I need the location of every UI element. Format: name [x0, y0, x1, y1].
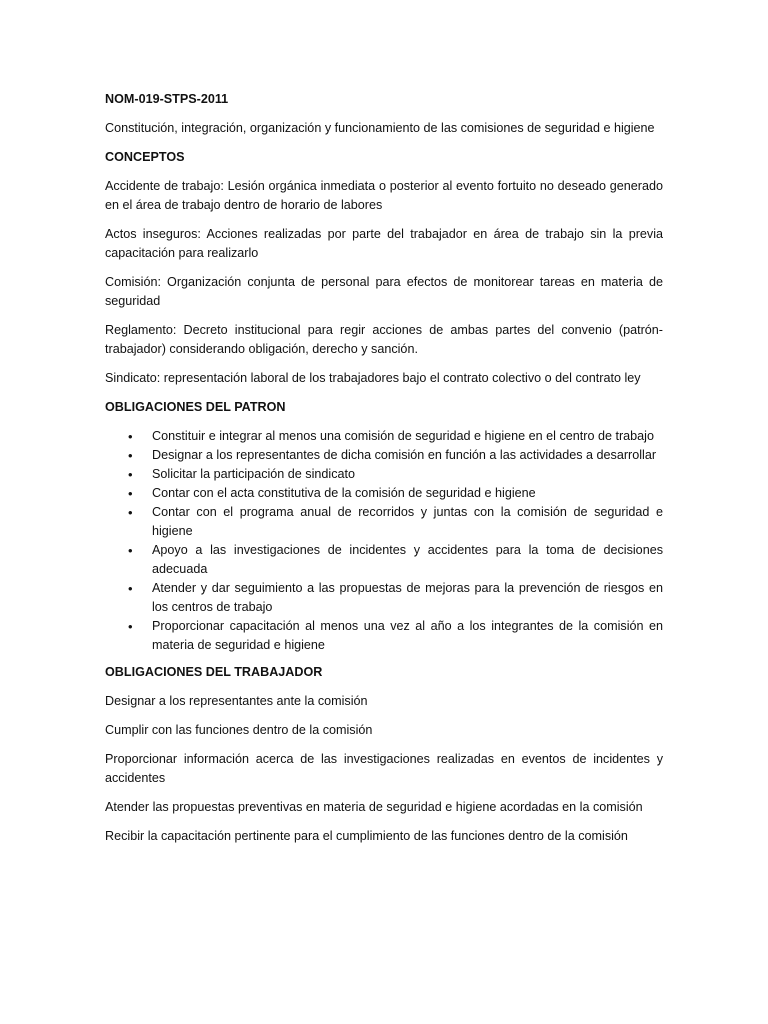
list-item-text: Atender y dar seguimiento a las propuestas de mejoras para la prevención de riesgos en los centros de trabajo: [152, 581, 663, 614]
worker-obligation: Designar a los representantes ante la comisión: [105, 694, 368, 708]
list-item-text: Contar con el programa anual de recorridos y juntas con la comisión de seguridad e higiene: [152, 505, 663, 538]
section-heading-obligaciones-patron: OBLIGACIONES DEL PATRON: [105, 400, 286, 414]
concept-actos-inseguros: Actos inseguros: Acciones realizadas por parte del trabajador en área de trabajo sin la previa capacitación para realizarlo: [105, 227, 663, 260]
section-heading-obligaciones-trabajador: OBLIGACIONES DEL TRABAJADOR: [105, 665, 323, 679]
document-code: NOM-019-STPS-2011: [105, 92, 229, 106]
list-item-text: Solicitar la participación de sindicato: [152, 467, 356, 481]
list-item: [105, 617, 663, 655]
worker-obligation: Recibir la capacitación pertinente para el cumplimiento de las funciones dentro de la comisión: [105, 829, 628, 843]
concept-comision: Comisión: Organización conjunta de personal para efectos de monitorear tareas en materia de seguridad: [105, 275, 663, 308]
worker-obligation: Atender las propuestas preventivas en materia de seguridad e higiene acordadas en la comisión: [105, 800, 643, 814]
list-item-text: Designar a los representantes de dicha comisión en función a las actividades a desarrollar: [152, 448, 657, 462]
list-item-text: Apoyo a las investigaciones de incidentes y accidentes para la toma de decisiones adecuada: [152, 543, 663, 576]
bullet-icon: •: [128, 448, 133, 463]
bullet-icon: •: [128, 543, 133, 558]
concept-accidente: Accidente de trabajo: Lesión orgánica inmediata o posterior al evento fortuito no deseado generado en el área de trabajo dentro de horario de labores: [105, 179, 663, 212]
bullet-icon: •: [128, 581, 133, 596]
list-item: [105, 446, 663, 465]
bullet-icon: •: [128, 467, 133, 482]
worker-obligation: Cumplir con las funciones dentro de la comisión: [105, 723, 373, 737]
concept-sindicato: Sindicato: representación laboral de los trabajadores bajo el contrato colectivo o del contrato ley: [105, 371, 641, 385]
list-item: [105, 503, 663, 541]
bullet-icon: •: [128, 619, 133, 634]
list-item-text: Contar con el acta constitutiva de la comisión de seguridad e higiene: [152, 486, 536, 500]
list-item: [105, 465, 663, 484]
list-item: [105, 427, 663, 446]
list-item: [105, 484, 663, 503]
list-item-text: Proporcionar capacitación al menos una vez al año a los integrantes de la comisión en materia de seguridad e higiene: [152, 619, 663, 652]
list-item: [105, 541, 663, 579]
list-item: [105, 579, 663, 617]
patron-obligations-list: [105, 427, 663, 655]
list-item-text: Constituir e integrar al menos una comisión de seguridad e higiene en el centro de trabajo: [152, 429, 654, 443]
document-subtitle: Constitución, integración, organización y funcionamiento de las comisiones de seguridad e higiene: [105, 121, 655, 135]
bullet-icon: •: [128, 486, 133, 501]
worker-obligation: Proporcionar información acerca de las investigaciones realizadas en eventos de incidentes y accidentes: [105, 752, 663, 785]
section-heading-conceptos: CONCEPTOS: [105, 150, 185, 164]
bullet-icon: •: [128, 429, 133, 444]
document-page: [105, 90, 663, 856]
concept-reglamento: Reglamento: Decreto institucional para regir acciones de ambas partes del convenio (patrón-trabajador) considerando obligación, derecho y sanción.: [105, 323, 663, 356]
bullet-icon: •: [128, 505, 133, 520]
